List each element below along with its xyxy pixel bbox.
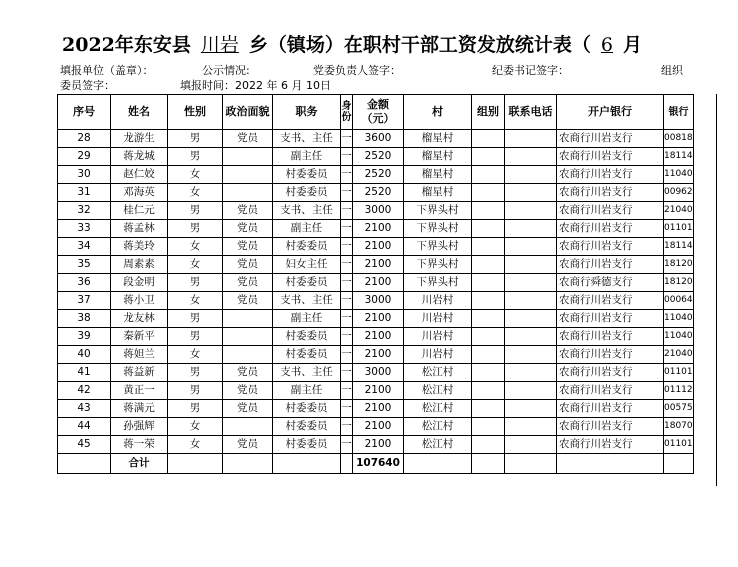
row-account: 00962 <box>664 184 694 202</box>
total-row <box>58 454 694 474</box>
row-identity: 一 <box>341 166 353 184</box>
row-name: 孙强辉 <box>111 418 168 436</box>
table-row <box>58 274 694 292</box>
row-identity: 一 <box>341 364 353 382</box>
row-identity: 一 <box>341 328 353 346</box>
row-name: 秦新平 <box>111 328 168 346</box>
row-phone <box>505 148 557 166</box>
row-amount: 2100 <box>353 220 404 238</box>
row-position: 妇女主任 <box>273 256 341 274</box>
row-identity: 一 <box>341 382 353 400</box>
row-amount: 3000 <box>353 364 404 382</box>
row-party: 党员 <box>223 400 273 418</box>
row-amount: 2100 <box>353 436 404 454</box>
row-bank: 农商行川岩支行 <box>557 148 664 166</box>
row-no: 45 <box>58 436 111 454</box>
table-row <box>58 418 694 436</box>
row-group <box>472 364 505 382</box>
table-row <box>58 310 694 328</box>
row-account: 01101 <box>664 436 694 454</box>
row-no: 36 <box>58 274 111 292</box>
row-identity: 一 <box>341 256 353 274</box>
row-gender: 男 <box>168 364 223 382</box>
row-no: 28 <box>58 130 111 148</box>
table-row <box>58 166 694 184</box>
title-month-suffix: 月 <box>623 34 643 56</box>
row-account: 21040 <box>664 202 694 220</box>
row-account: 18114 <box>664 238 694 256</box>
row-village: 川岩村 <box>404 292 472 310</box>
row-identity: 一 <box>341 238 353 256</box>
row-village: 下界头村 <box>404 274 472 292</box>
row-amount: 2100 <box>353 328 404 346</box>
row-amount: 2100 <box>353 310 404 328</box>
row-no: 39 <box>58 328 111 346</box>
row-gender: 女 <box>168 166 223 184</box>
row-group <box>472 166 505 184</box>
row-party <box>223 418 273 436</box>
row-group <box>472 382 505 400</box>
row-bank: 农商行川岩支行 <box>557 202 664 220</box>
row-identity: 一 <box>341 274 353 292</box>
table-row <box>58 400 694 418</box>
row-identity: 一 <box>341 220 353 238</box>
header-account: 银行 <box>664 95 694 130</box>
row-no: 33 <box>58 220 111 238</box>
row-bank: 农商行川岩支行 <box>557 292 664 310</box>
row-village: 下界头村 <box>404 202 472 220</box>
row-amount: 2100 <box>353 400 404 418</box>
row-phone <box>505 382 557 400</box>
discipline-label: 纪委书记签字： <box>492 64 569 77</box>
row-account: 18120 <box>664 274 694 292</box>
row-group <box>472 220 505 238</box>
row-name: 赵仁姣 <box>111 166 168 184</box>
row-no: 43 <box>58 400 111 418</box>
row-identity: 一 <box>341 292 353 310</box>
row-village: 松江村 <box>404 382 472 400</box>
row-identity: 一 <box>341 436 353 454</box>
row-account: 11040 <box>664 166 694 184</box>
title-prefix: 2022年东安县 <box>62 34 191 56</box>
row-name: 龙游生 <box>111 130 168 148</box>
row-party: 党员 <box>223 220 273 238</box>
row-position: 村委委员 <box>273 418 341 436</box>
row-village: 川岩村 <box>404 328 472 346</box>
row-name: 蒋一荣 <box>111 436 168 454</box>
table-body <box>58 130 694 454</box>
row-bank: 农商行川岩支行 <box>557 220 664 238</box>
row-gender: 男 <box>168 310 223 328</box>
row-position: 副主任 <box>273 382 341 400</box>
row-position: 村委委员 <box>273 184 341 202</box>
header-amount <box>353 95 404 130</box>
row-phone <box>505 130 557 148</box>
row-position: 村委委员 <box>273 274 341 292</box>
row-village: 松江村 <box>404 364 472 382</box>
row-phone <box>505 166 557 184</box>
row-gender: 女 <box>168 346 223 364</box>
row-village: 川岩村 <box>404 346 472 364</box>
row-no: 41 <box>58 364 111 382</box>
row-name: 周素素 <box>111 256 168 274</box>
row-position: 村委委员 <box>273 400 341 418</box>
row-group <box>472 436 505 454</box>
row-account: 18120 <box>664 256 694 274</box>
row-account: 11040 <box>664 328 694 346</box>
table-row <box>58 382 694 400</box>
row-group <box>472 310 505 328</box>
row-phone <box>505 274 557 292</box>
row-village: 松江村 <box>404 400 472 418</box>
header-no: 序号 <box>58 95 111 130</box>
row-group <box>472 274 505 292</box>
row-no: 32 <box>58 202 111 220</box>
row-gender: 男 <box>168 220 223 238</box>
row-bank: 农商行川岩支行 <box>557 400 664 418</box>
row-no: 38 <box>58 310 111 328</box>
row-identity: 一 <box>341 418 353 436</box>
row-phone <box>505 418 557 436</box>
row-phone <box>505 256 557 274</box>
row-group <box>472 328 505 346</box>
table-row <box>58 184 694 202</box>
row-bank: 农商行川岩支行 <box>557 184 664 202</box>
row-no: 40 <box>58 346 111 364</box>
row-party: 党员 <box>223 238 273 256</box>
table-row <box>58 256 694 274</box>
row-no: 30 <box>58 166 111 184</box>
row-village: 松江村 <box>404 418 472 436</box>
date-label: 填报时间： <box>180 79 235 92</box>
row-name: 黄正一 <box>111 382 168 400</box>
row-position: 村委委员 <box>273 166 341 184</box>
row-name: 蒋小卫 <box>111 292 168 310</box>
table-row <box>58 130 694 148</box>
row-position: 支书、主任 <box>273 202 341 220</box>
row-gender: 男 <box>168 328 223 346</box>
row-party: 党员 <box>223 202 273 220</box>
row-phone <box>505 400 557 418</box>
row-phone <box>505 346 557 364</box>
row-party <box>223 328 273 346</box>
row-phone <box>505 364 557 382</box>
row-account: 01101 <box>664 364 694 382</box>
row-gender: 男 <box>168 400 223 418</box>
row-gender: 男 <box>168 130 223 148</box>
header-phone: 联系电话 <box>505 95 557 130</box>
table-row <box>58 328 694 346</box>
row-group <box>472 256 505 274</box>
row-gender: 女 <box>168 256 223 274</box>
row-position: 村委委员 <box>273 238 341 256</box>
date-value: 2022 年 6 月 10日 <box>235 79 331 92</box>
row-amount: 2520 <box>353 148 404 166</box>
row-position: 副主任 <box>273 148 341 166</box>
row-party <box>223 310 273 328</box>
row-phone <box>505 184 557 202</box>
row-phone <box>505 202 557 220</box>
row-no: 31 <box>58 184 111 202</box>
document-title <box>62 30 702 60</box>
row-identity: 一 <box>341 310 353 328</box>
row-gender: 男 <box>168 148 223 166</box>
row-position: 支书、主任 <box>273 292 341 310</box>
row-no: 37 <box>58 292 111 310</box>
row-amount: 3000 <box>353 202 404 220</box>
header-party: 政治面貌 <box>223 95 273 130</box>
row-village: 下界头村 <box>404 220 472 238</box>
row-identity: 一 <box>341 202 353 220</box>
row-village: 松江村 <box>404 436 472 454</box>
row-amount: 2100 <box>353 346 404 364</box>
header-group: 组别 <box>472 95 505 130</box>
row-account: 00575 <box>664 400 694 418</box>
row-party: 党员 <box>223 130 273 148</box>
row-amount: 2100 <box>353 382 404 400</box>
row-identity: 一 <box>341 184 353 202</box>
table-header-row <box>58 95 694 130</box>
row-bank: 农商行川岩支行 <box>557 328 664 346</box>
total-label: 合计 <box>111 454 168 474</box>
row-name: 蒋妲兰 <box>111 346 168 364</box>
row-amount: 3000 <box>353 292 404 310</box>
row-phone <box>505 292 557 310</box>
row-bank: 农商行川岩支行 <box>557 166 664 184</box>
row-party: 党员 <box>223 382 273 400</box>
row-name: 蒋龙城 <box>111 148 168 166</box>
row-no: 42 <box>58 382 111 400</box>
row-account: 21040 <box>664 346 694 364</box>
header-gender: 性别 <box>168 95 223 130</box>
row-phone <box>505 310 557 328</box>
row-position: 村委委员 <box>273 328 341 346</box>
row-amount: 3600 <box>353 130 404 148</box>
row-group <box>472 400 505 418</box>
header-bank: 开户银行 <box>557 95 664 130</box>
row-village: 榴星村 <box>404 184 472 202</box>
row-group <box>472 292 505 310</box>
header-identity: 身份 <box>341 95 353 130</box>
row-village: 榴星村 <box>404 166 472 184</box>
publicity-label: 公示情况: <box>202 64 250 77</box>
member-label: 委员签字： <box>60 79 115 92</box>
row-gender: 男 <box>168 202 223 220</box>
row-party <box>223 166 273 184</box>
row-amount: 2520 <box>353 184 404 202</box>
table-row <box>58 346 694 364</box>
row-amount: 2100 <box>353 238 404 256</box>
row-bank: 农商行川岩支行 <box>557 436 664 454</box>
row-party: 党员 <box>223 256 273 274</box>
row-party <box>223 346 273 364</box>
salary-table <box>57 94 694 474</box>
header-amount-line2: （元） <box>361 112 395 125</box>
page-right-edge <box>716 94 717 486</box>
row-amount: 2100 <box>353 256 404 274</box>
row-gender: 女 <box>168 418 223 436</box>
table-row <box>58 220 694 238</box>
row-account: 01112 <box>664 382 694 400</box>
row-account: 18070 <box>664 418 694 436</box>
row-name: 段金明 <box>111 274 168 292</box>
row-no: 44 <box>58 418 111 436</box>
row-position: 副主任 <box>273 310 341 328</box>
header-position: 职务 <box>273 95 341 130</box>
row-identity: 一 <box>341 130 353 148</box>
unit-label: 填报单位（盖章）： <box>60 64 154 77</box>
row-phone <box>505 436 557 454</box>
row-position: 支书、主任 <box>273 130 341 148</box>
row-party: 党员 <box>223 364 273 382</box>
row-name: 蒋美玲 <box>111 238 168 256</box>
row-village: 榴星村 <box>404 130 472 148</box>
row-no: 35 <box>58 256 111 274</box>
header-name: 姓名 <box>111 95 168 130</box>
row-bank: 农商行川岩支行 <box>557 256 664 274</box>
table-row <box>58 436 694 454</box>
total-no-cell <box>58 454 111 474</box>
row-identity: 一 <box>341 400 353 418</box>
row-party <box>223 184 273 202</box>
party-secretary-label: 党委负责人签字： <box>313 64 401 77</box>
row-village: 榴星村 <box>404 148 472 166</box>
row-party: 党员 <box>223 436 273 454</box>
table-row <box>58 364 694 382</box>
row-no: 34 <box>58 238 111 256</box>
row-gender: 女 <box>168 436 223 454</box>
row-identity: 一 <box>341 148 353 166</box>
row-account: 00818 <box>664 130 694 148</box>
row-group <box>472 238 505 256</box>
row-position: 副主任 <box>273 220 341 238</box>
row-bank: 农商行川岩支行 <box>557 310 664 328</box>
row-group <box>472 418 505 436</box>
title-month: 6 <box>600 34 614 56</box>
table-row <box>58 202 694 220</box>
row-name: 蒋满元 <box>111 400 168 418</box>
title-suffix: 乡（镇场）在职村干部工资发放统计表（ <box>248 34 591 56</box>
row-name: 蒋孟林 <box>111 220 168 238</box>
row-position: 村委委员 <box>273 436 341 454</box>
row-group <box>472 130 505 148</box>
row-party <box>223 148 273 166</box>
row-position: 支书、主任 <box>273 364 341 382</box>
total-amount: 107640 <box>353 454 404 474</box>
row-gender: 男 <box>168 274 223 292</box>
row-gender: 女 <box>168 292 223 310</box>
row-bank: 农商行川岩支行 <box>557 382 664 400</box>
row-amount: 2520 <box>353 166 404 184</box>
table-row <box>58 292 694 310</box>
row-group <box>472 202 505 220</box>
row-account: 18114 <box>664 148 694 166</box>
row-gender: 男 <box>168 382 223 400</box>
header-village: 村 <box>404 95 472 130</box>
row-bank: 农商行川岩支行 <box>557 364 664 382</box>
row-phone <box>505 220 557 238</box>
table-row <box>58 148 694 166</box>
row-name: 邓海英 <box>111 184 168 202</box>
row-group <box>472 148 505 166</box>
row-account: 00064 <box>664 292 694 310</box>
row-name: 龙友林 <box>111 310 168 328</box>
row-account: 11040 <box>664 310 694 328</box>
row-amount: 2100 <box>353 274 404 292</box>
row-gender: 女 <box>168 238 223 256</box>
row-position: 村委委员 <box>273 346 341 364</box>
row-village: 川岩村 <box>404 310 472 328</box>
title-township: 川岩 <box>200 34 239 56</box>
date-field <box>180 79 331 93</box>
row-bank: 农商行川岩支行 <box>557 130 664 148</box>
row-village: 下界头村 <box>404 256 472 274</box>
row-party: 党员 <box>223 292 273 310</box>
row-phone <box>505 328 557 346</box>
row-group <box>472 184 505 202</box>
row-account: 01101 <box>664 220 694 238</box>
row-village: 下界头村 <box>404 238 472 256</box>
row-identity: 一 <box>341 346 353 364</box>
row-party: 党员 <box>223 274 273 292</box>
org-label: 组织 <box>661 64 683 77</box>
row-name: 蒋益新 <box>111 364 168 382</box>
row-amount: 2100 <box>353 418 404 436</box>
row-no: 29 <box>58 148 111 166</box>
row-name: 桂仁元 <box>111 202 168 220</box>
row-group <box>472 346 505 364</box>
row-gender: 女 <box>168 184 223 202</box>
table-row <box>58 238 694 256</box>
row-bank: 农商行川岩支行 <box>557 238 664 256</box>
row-bank: 农商行川岩支行 <box>557 346 664 364</box>
row-bank: 农商行川岩支行 <box>557 418 664 436</box>
row-phone <box>505 238 557 256</box>
header-amount-line1: 金额 <box>367 98 389 111</box>
row-bank: 农商行舜德支行 <box>557 274 664 292</box>
